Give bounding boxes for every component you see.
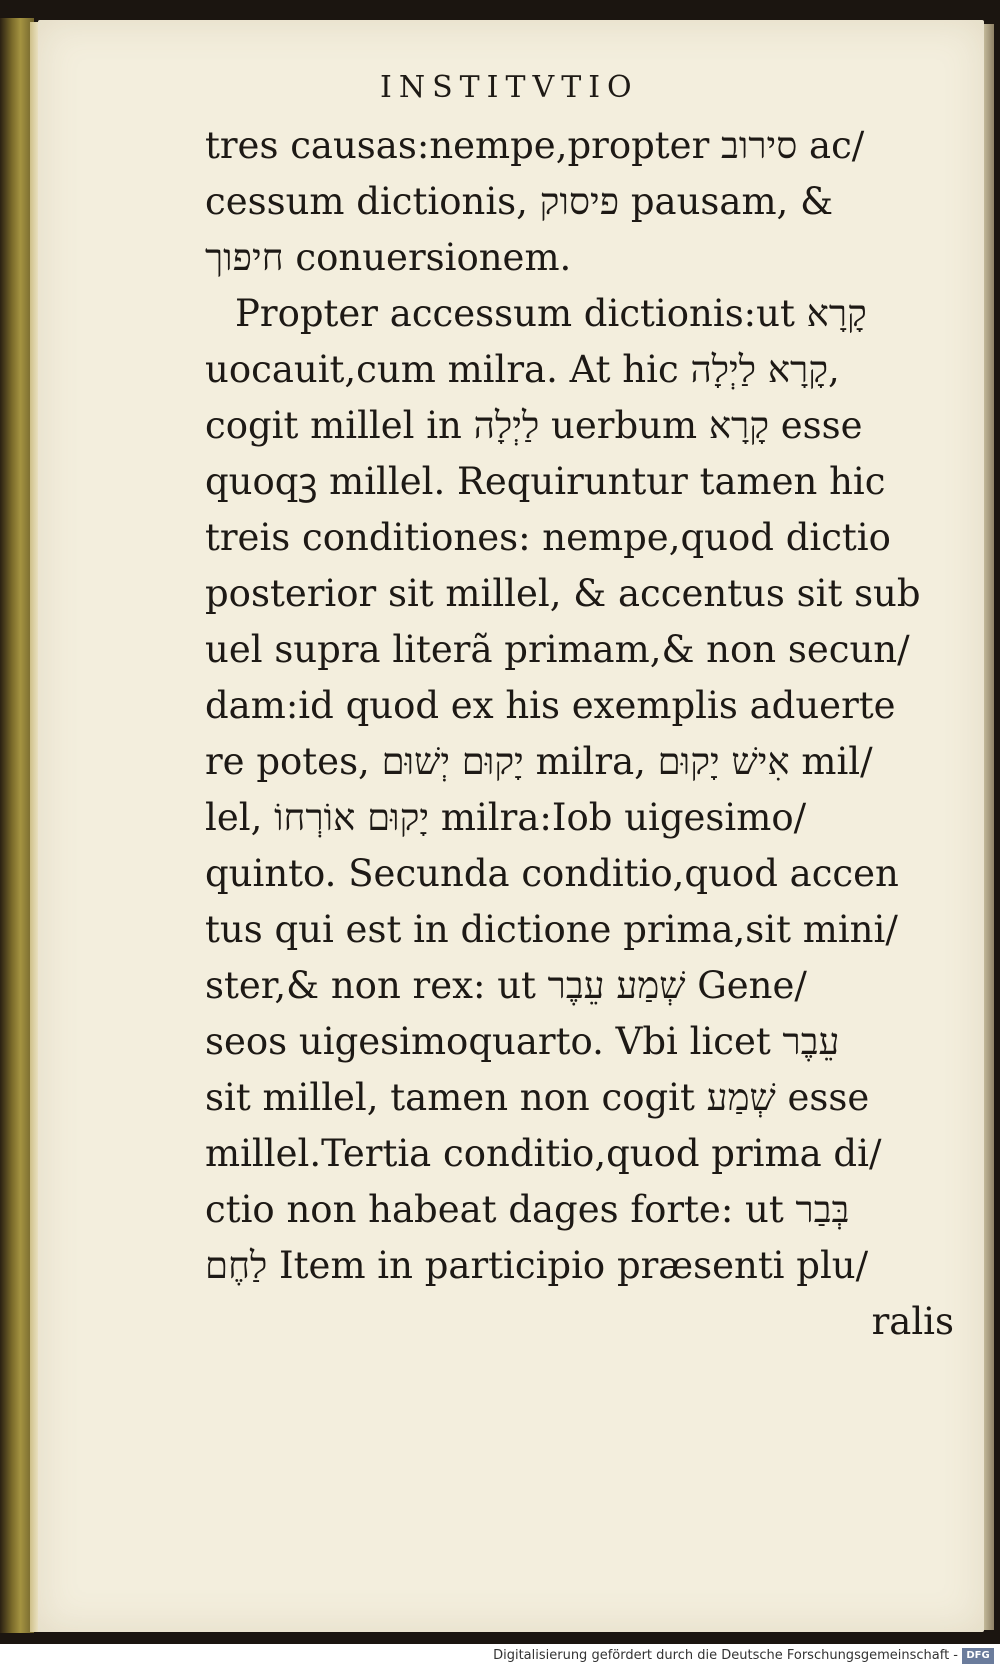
text-line: sit millel, tamen non cogit שְׁמַע esse	[205, 1076, 870, 1119]
text-line: cessum dictionis, פיסוק pausam, &	[205, 180, 834, 223]
text-line: quinto. Secunda conditio,quod accen	[205, 852, 899, 895]
text-line: posterior sit millel, & accentus sit sub	[205, 572, 921, 615]
text-line: חיפוך conuersionem.	[205, 236, 572, 279]
page-text	[205, 118, 960, 1350]
text-line: dam:id quod ex his exemplis aduerte	[205, 684, 896, 727]
text-line: לַחֶם Item in participio præsenti plu/	[205, 1244, 869, 1287]
text-line: tres causas:nempe,propter סירוב ac/	[205, 124, 865, 167]
text-line: ster,& non rex: ut שְׁמַע עֵבֶר Gene/	[205, 964, 807, 1007]
text-line: tus qui est in dictione prima,sit mini/	[205, 908, 898, 951]
footer-bar	[0, 1644, 1000, 1670]
text-line: millel.Tertia conditio,quod prima di/	[205, 1132, 882, 1175]
funding-credit: Digitalisierung gefördert durch die Deutsche Forschungsgemeinschaft -	[493, 1648, 958, 1663]
text-line: Propter accessum dictionis:ut קָרָא	[235, 292, 867, 335]
text-line: uel supra literã primam,& non secun/	[205, 628, 910, 671]
book-binding	[0, 18, 34, 1633]
text-line: cogit millel in לַיְלָה uerbum קָרָא esse	[205, 404, 863, 447]
text-line: ctio non habeat dages forte: ut בְּבַר	[205, 1188, 850, 1231]
text-line: quoqꝫ millel. Requiruntur tamen hic	[205, 460, 886, 503]
dfg-logo: DFG	[962, 1648, 994, 1664]
text-line: seos uigesimoquarto. Vbi licet עֵבֶר	[205, 1020, 840, 1063]
running-header: INSTITVTIO	[380, 70, 639, 105]
text-line: uocauit,cum milra. At hic קָרָא לַיְלָה,	[205, 348, 840, 391]
text-line: treis conditiones: nempe,quod dictio	[205, 516, 891, 559]
text-line: re potes, יָקוּם יְשׁוּם milra, אִישׁ יָקוּם mil/	[205, 740, 873, 783]
text-line: lel, יָקוּם אוֹרְחוֹ milra:Iob uigesimo/	[205, 796, 807, 839]
catchword: ralis	[871, 1300, 954, 1343]
